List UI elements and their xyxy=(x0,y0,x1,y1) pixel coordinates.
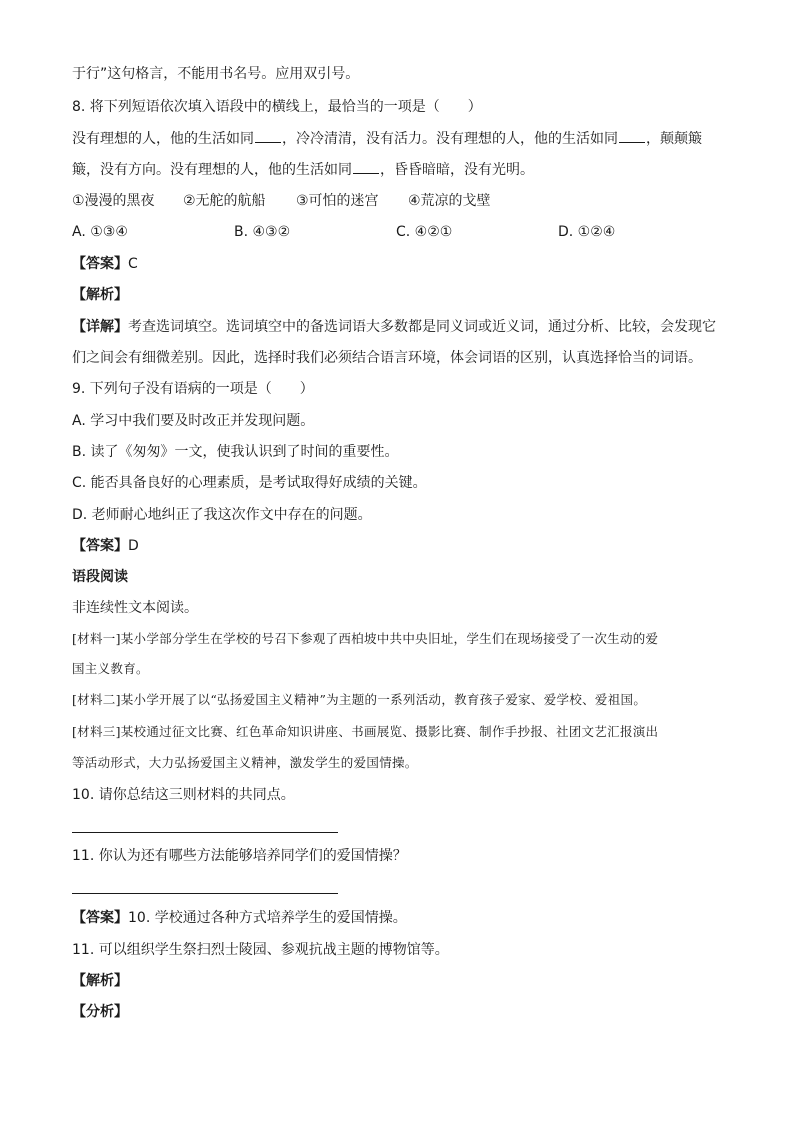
option-d: D. ①②④ xyxy=(558,224,616,240)
q9-option-d: D. 老师耐心地纠正了我这次作文中存在的问题。 xyxy=(72,507,372,523)
fenxi-tag: 【分析】 xyxy=(72,1004,128,1020)
detail-line-2: 们之间会有细微差别。因此，选择时我们必须结合语言环境，体会词语的区别，认真选择恰当的词语。 xyxy=(72,350,702,366)
answer-11-text: 11. 可以组织学生祭扫烈士陵园、参观抗战主题的博物馆等。 xyxy=(72,942,449,958)
option-b: B. ④③② xyxy=(234,224,291,240)
q9-option-a: A. 学习中我们要及时改正并发现问题。 xyxy=(72,413,315,429)
material-1-line-2: 国主义教育。 xyxy=(72,661,149,676)
passage-text: 簸，没有方向。没有理想的人，他的生活如同 xyxy=(72,162,352,178)
question-11: 11. 你认为还有哪些方法能够培养同学们的爱国情操？ xyxy=(72,848,407,864)
answer-rule-11 xyxy=(72,893,338,894)
question-10: 10. 请你总结这三则材料的共同点。 xyxy=(72,787,295,803)
material-1-line-1: [材料一]某小学部分学生在学校的号召下参观了西柏坡中共中央旧址，学生们在现场接受了一次生动的爱 xyxy=(72,631,659,646)
option-c: C. ④②① xyxy=(396,224,453,240)
fill-blank-1 xyxy=(255,128,281,143)
phrase-item: ②无舵的航船 xyxy=(183,193,266,209)
section-title: 语段阅读 xyxy=(72,569,128,585)
material-2: [材料二]某小学开展了以“弘扬爱国主义精神”为主题的一系列活动，教育孩子爱家、爱学校、爱祖国。 xyxy=(72,692,647,707)
passage-text: ，昏昏暗暗，没有光明。 xyxy=(380,162,534,178)
phrase-item: ①漫漫的黑夜 xyxy=(72,193,155,209)
answer-tag: 【答案】 xyxy=(72,256,128,272)
analysis-tag: 【解析】 xyxy=(72,973,128,989)
passage-text: 没有理想的人，他的生活如同 xyxy=(72,131,254,147)
detail-text: 考查选词填空。选词填空中的备选词语大多数都是同义词或近义词，通过分析、比较，会发现它 xyxy=(128,319,716,335)
passage-text: ，冷冷清清，没有活力。没有理想的人，他的生活如同 xyxy=(282,131,618,147)
phrase-item: ④荒凉的戈壁 xyxy=(408,193,491,209)
phrase-item: ③可怕的迷宫 xyxy=(296,193,379,209)
question-8-passage-line-1 xyxy=(72,128,702,149)
answer-line xyxy=(72,536,139,556)
material-3-line-2: 等活动形式，大力弘扬爱国主义精神，激发学生的爱国情操。 xyxy=(72,755,418,770)
fill-blank-3 xyxy=(353,159,379,174)
fill-blank-2 xyxy=(619,128,645,143)
question-8-stem: 8. 将下列短语依次填入语段中的横线上，最恰当的一项是（ ） xyxy=(72,99,482,115)
detail-line-1 xyxy=(72,317,716,337)
q9-option-c: C. 能否具备良好的心理素质，是考试取得好成绩的关键。 xyxy=(72,475,427,491)
passage-text: ，颠颠簸 xyxy=(646,131,702,147)
answer-tag: 【答案】 xyxy=(72,910,128,926)
answer-line xyxy=(72,254,138,274)
text-line: 于行”这句格言，不能用书名号。应用双引号。 xyxy=(72,66,360,82)
question-9-stem: 9. 下列句子没有语病的一项是（ ） xyxy=(72,381,314,397)
question-8-passage-line-2 xyxy=(72,159,534,180)
q9-option-b: B. 读了《匆匆》一文，使我认识到了时间的重要性。 xyxy=(72,444,399,460)
option-a: A. ①③④ xyxy=(72,224,128,240)
section-intro: 非连续性文本阅读。 xyxy=(72,600,198,616)
analysis-tag: 【解析】 xyxy=(72,287,128,303)
answer-line xyxy=(72,908,407,928)
answer-value: C xyxy=(128,256,138,272)
answer-rule-10 xyxy=(72,832,338,833)
answer-value: D xyxy=(128,538,139,554)
detail-tag: 【详解】 xyxy=(72,319,128,335)
material-3-line-1: [材料三]某校通过征文比赛、红色革命知识讲座、书画展览、摄影比赛、制作手抄报、社团文艺汇报演出 xyxy=(72,724,659,739)
answer-10-text: 10. 学校通过各种方式培养学生的爱国情操。 xyxy=(128,910,407,926)
answer-tag: 【答案】 xyxy=(72,538,128,554)
